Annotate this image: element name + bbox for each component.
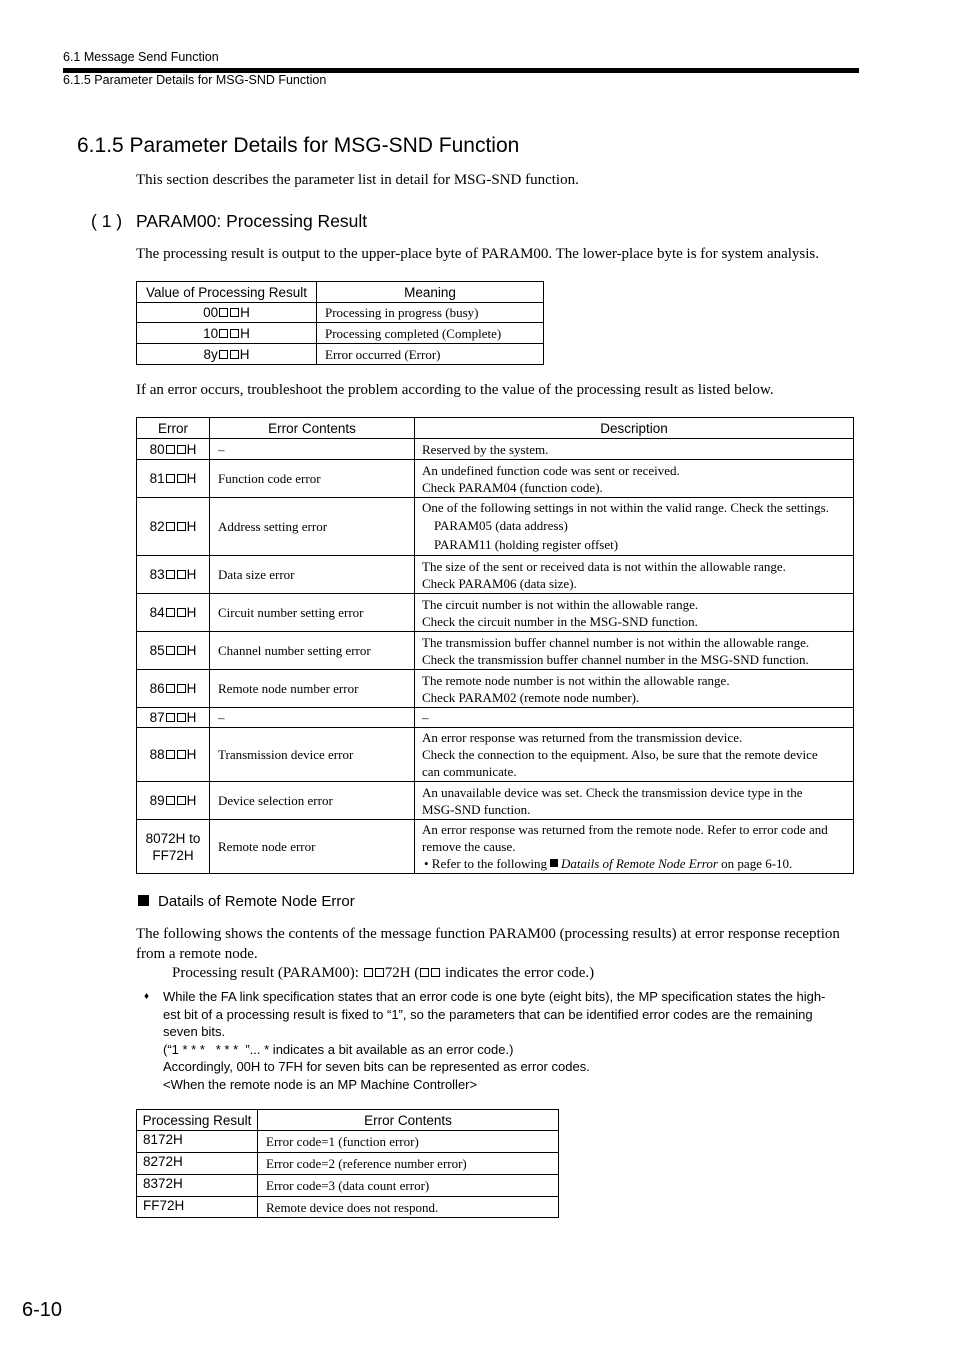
table-row (137, 708, 854, 728)
processing-result-table (136, 281, 544, 365)
error-description: – (415, 708, 854, 728)
table-row (137, 782, 854, 820)
note-bullet: ♦ While the FA link specification states that an error code is one byte (eight bits), the MP specification states the high- est bit of a processing result is fixed to “1”, so the parameters that can be identified error codes are the remaining seven bits. (“1 * * * * * * ”... * indicates a bit available as an error code.) Accordingly, 00H to 7FH for seven bits can be represented as error codes. <When the remote node is an MP Machine Controller> (144, 989, 826, 1092)
placeholder-box-icon (166, 713, 175, 722)
result-code: 8272H (137, 1153, 258, 1175)
placeholder-box-icon (177, 522, 186, 531)
placeholder-box-icon (177, 445, 186, 454)
placeholder-box-icon (431, 968, 440, 977)
error-description: An error response was returned from the transmission device. Check the connection to the equipment. Also, be sure that the remote device can communicate. (415, 728, 854, 782)
error-description: The circuit number is not within the allowable range. Check the circuit number in the MSG-SND function. (415, 594, 854, 632)
error-intro-paragraph: If an error occurs, troubleshoot the problem according to the value of the processing result as listed below. (136, 382, 774, 398)
placeholder-box-icon (375, 968, 384, 977)
error-contents: Transmission device error (210, 728, 415, 782)
table-row (137, 344, 544, 365)
header-processing-result: Processing Result (137, 1110, 258, 1131)
header-error-contents: Error Contents (258, 1110, 559, 1131)
error-description: An unavailable device was set. Check the transmission device type in the MSG-SND function. (415, 782, 854, 820)
error-description: The transmission buffer channel number is not within the allowable range. Check the transmission buffer channel number in the MSG-SND function. (415, 632, 854, 670)
running-header-section: 6.1 Message Send Function (63, 50, 219, 64)
header-description: Description (415, 418, 854, 439)
result-code: FF72H (137, 1197, 258, 1218)
page-number: 6-10 (22, 1299, 63, 1321)
placeholder-box-icon (219, 329, 228, 338)
error-code: 87 H (137, 708, 210, 728)
param00-title: PARAM00: Processing Result (136, 211, 368, 231)
header-error: Error (137, 418, 210, 439)
placeholder-box-icon (230, 329, 239, 338)
placeholder-box-icon (166, 608, 175, 617)
error-contents: Data size error (210, 556, 415, 594)
result-contents: Error code=3 (data count error) (258, 1175, 559, 1197)
error-code: 86 H (137, 670, 210, 708)
table-row (137, 1153, 559, 1175)
table-row (137, 670, 854, 708)
param00-paragraph: The processing result is output to the upper-place byte of PARAM00. The lower-place byte is for system analysis. (136, 246, 820, 262)
result-code: 00 H (137, 303, 317, 323)
table-row (137, 460, 854, 498)
error-contents: Function code error (210, 460, 415, 498)
placeholder-box-icon (177, 750, 186, 759)
error-code: 8072H to FF72H (137, 820, 210, 874)
error-code: 89 H (137, 782, 210, 820)
error-description: An undefined function code was sent or received. Check PARAM04 (function code). (415, 460, 854, 498)
error-code: 81 H (137, 460, 210, 498)
result-contents: Remote device does not respond. (258, 1197, 559, 1218)
header-error-contents: Error Contents (210, 418, 415, 439)
error-code: 88 H (137, 728, 210, 782)
processing-result-format: Processing result (PARAM00): 72H ( indicates the error code.) (172, 965, 595, 981)
result-code: 10 H (137, 323, 317, 344)
placeholder-box-icon (166, 445, 175, 454)
error-description: The size of the sent or received data is not within the allowable range. Check PARAM06 (data size). (415, 556, 854, 594)
error-contents: Circuit number setting error (210, 594, 415, 632)
param00-heading (91, 211, 367, 232)
error-contents: – (210, 708, 415, 728)
placeholder-box-icon (230, 350, 239, 359)
placeholder-box-icon (219, 308, 228, 317)
intro-text: This section describes the parameter list in detail for MSG-SND function. (136, 172, 579, 188)
placeholder-box-icon (166, 796, 175, 805)
placeholder-box-icon (177, 684, 186, 693)
error-contents: – (210, 439, 415, 460)
table-row (137, 1131, 559, 1153)
placeholder-box-icon (166, 570, 175, 579)
result-code: 8372H (137, 1175, 258, 1197)
error-contents: Remote node number error (210, 670, 415, 708)
table-row (137, 820, 854, 874)
error-code: 84 H (137, 594, 210, 632)
error-description: Reserved by the system. (415, 439, 854, 460)
result-meaning: Error occurred (Error) (317, 344, 544, 365)
placeholder-box-icon (166, 474, 175, 483)
error-code: 83 H (137, 556, 210, 594)
result-meaning: Processing in progress (busy) (317, 303, 544, 323)
remote-error-table (136, 1109, 559, 1218)
placeholder-box-icon (166, 646, 175, 655)
table-row (137, 303, 544, 323)
placeholder-box-icon (219, 350, 228, 359)
placeholder-box-icon (166, 684, 175, 693)
placeholder-box-icon (177, 713, 186, 722)
placeholder-box-icon (166, 522, 175, 531)
error-code: 82 H (137, 498, 210, 556)
table-row (137, 1197, 559, 1218)
table-row (137, 632, 854, 670)
cross-reference-link: Datails of Remote Node Error (560, 856, 718, 871)
header-value: Value of Processing Result (137, 282, 317, 303)
remote-error-paragraph: The following shows the contents of the message function PARAM00 (processing results) at error response reception from a remote node. (136, 926, 840, 962)
table-row (137, 439, 854, 460)
error-contents: Remote node error (210, 820, 415, 874)
error-contents: Channel number setting error (210, 632, 415, 670)
placeholder-box-icon (166, 750, 175, 759)
placeholder-box-icon (420, 968, 429, 977)
remote-error-heading: Datails of Remote Node Error (138, 893, 355, 910)
placeholder-box-icon (177, 796, 186, 805)
error-description: One of the following settings in not within the valid range. Check the settings. PARAM05 (data address) PARAM11 (holding register offset) (415, 498, 854, 556)
result-meaning: Processing completed (Complete) (317, 323, 544, 344)
param00-number: ( 1 ) (91, 211, 123, 231)
result-code: 8y H (137, 344, 317, 365)
black-square-icon (550, 859, 558, 867)
error-description: The remote node number is not within the allowable range. Check PARAM02 (remote node number). (415, 670, 854, 708)
result-contents: Error code=2 (reference number error) (258, 1153, 559, 1175)
table-row (137, 1175, 559, 1197)
diamond-bullet-icon: ♦ (144, 991, 150, 1002)
placeholder-box-icon (177, 570, 186, 579)
error-contents: Address setting error (210, 498, 415, 556)
table-row (137, 594, 854, 632)
error-code: 80 H (137, 439, 210, 460)
placeholder-box-icon (177, 474, 186, 483)
error-description: An error response was returned from the remote node. Refer to error code and remove the cause. • Refer to the following Datails of Remote Node Error on page 6-10. (415, 820, 854, 874)
result-contents: Error code=1 (function error) (258, 1131, 559, 1153)
placeholder-box-icon (230, 308, 239, 317)
section-title: 6.1.5 Parameter Details for MSG-SND Function (77, 134, 520, 157)
placeholder-box-icon (177, 646, 186, 655)
error-contents: Device selection error (210, 782, 415, 820)
placeholder-box-icon (177, 608, 186, 617)
table-row (137, 556, 854, 594)
table-row (137, 498, 854, 556)
error-table (136, 417, 854, 874)
black-square-icon (138, 895, 149, 906)
running-header-subsection: 6.1.5 Parameter Details for MSG-SND Function (63, 73, 327, 87)
result-code: 8172H (137, 1131, 258, 1153)
table-row (137, 323, 544, 344)
error-code: 85 H (137, 632, 210, 670)
placeholder-box-icon (364, 968, 373, 977)
header-meaning: Meaning (317, 282, 544, 303)
table-row (137, 728, 854, 782)
